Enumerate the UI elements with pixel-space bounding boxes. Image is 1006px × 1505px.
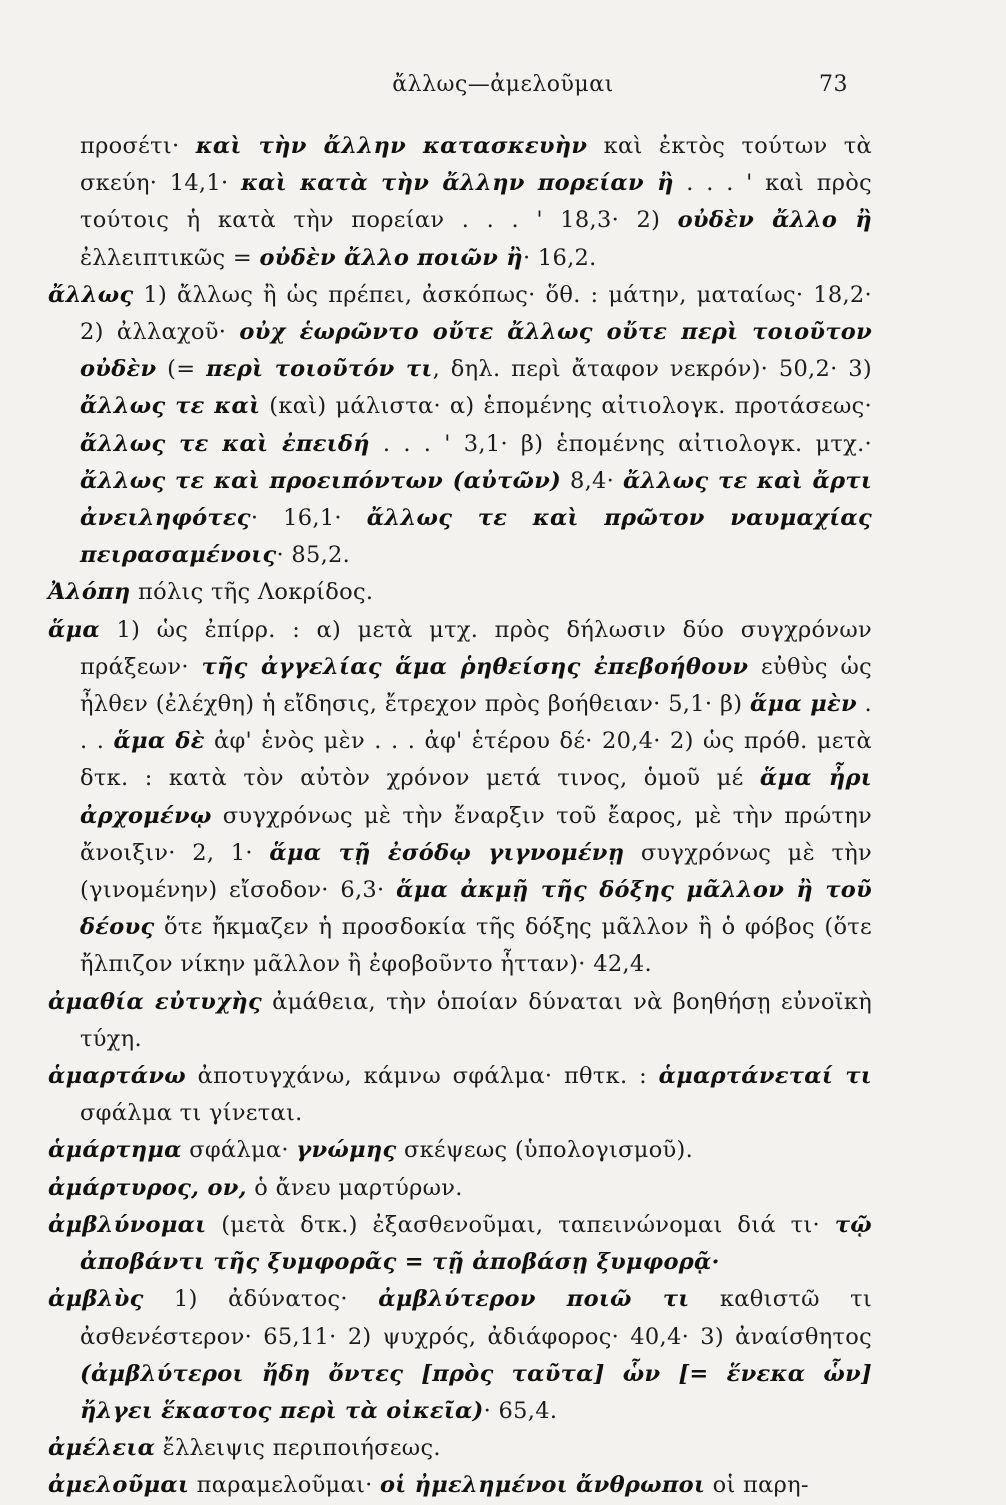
entry-headword: ἁμαρτάνω	[48, 1063, 186, 1090]
entry-quotation: τῷ ἀποβάντι τῆς ξυμφορᾶς = τῇ ἀποβάσῃ ξυμφορᾷ·	[80, 1211, 872, 1276]
entry-text: σφάλμα·	[181, 1137, 297, 1164]
entry-text: ἀμάθεια, τὴν ὁποίαν δύναται νὰ βοηθήσῃ εὐνοϊκὴ τύχη.	[80, 988, 872, 1052]
glossary-entry	[48, 1467, 872, 1504]
entry-quotation: ἄλλως τε καὶ προειπόντων (αὐτῶν)	[80, 467, 562, 494]
entry-headword: ἁμάρτημα	[48, 1137, 182, 1164]
entry-text: ὅτε ἤκμαζεν ἡ προσδοκία τῆς δόξης μᾶλλον ἢ ὁ φόβος (ὅτε ἤλπιζον νίκην μᾶλλον ἢ ἐφοβοῦντο ἧτταν)· 42,4.	[80, 914, 872, 978]
entry-text: σφάλμα τι γίνεται.	[80, 1100, 303, 1127]
entry-headword: ἀμάρτυρος, ον,	[48, 1174, 247, 1201]
entry-quotation: γνώμης	[296, 1137, 397, 1164]
entry-text: ἐλλειπτικῶς =	[80, 244, 260, 271]
entry-text: οἱ παρη-	[705, 1472, 809, 1499]
entry-quotation: οὐδὲν ἄλλο ἢ	[677, 207, 872, 234]
entry-text: · 65,4.	[483, 1397, 558, 1424]
entry-text: (=	[156, 356, 207, 383]
glossary-entry	[48, 612, 872, 984]
entry-text: συγχρόνως μὲ τὴν (γινομένην) εἴσοδον· 6,3·	[80, 839, 872, 904]
entry-quotation: ἅμα ἀκμῇ τῆς δόξης μᾶλλον ἢ τοῦ δέους	[80, 877, 872, 941]
glossary-body	[48, 128, 872, 1505]
entry-text: σκέψεως (ὑπολογισμοῦ).	[396, 1137, 694, 1164]
entry-quotation: ἅμα μὲν	[749, 691, 857, 718]
glossary-entry	[48, 1132, 872, 1169]
entry-headword: ἄλλως	[48, 281, 134, 308]
entry-text: (καὶ) μάλιστα· α) ἑπομένης αἰτιολογκ. προτάσεως·	[260, 393, 873, 420]
entry-quotation: ἁμαρτάνεταί τι	[658, 1063, 872, 1090]
entry-headword: ἅμα	[48, 616, 100, 643]
entry-quotation: ἄλλως τε καὶ ἄρτι ἀνειληφότες	[80, 467, 873, 532]
entry-text: ἀφ' ἑνὸς μὲν . . . ἀφ' ἑτέρου δέ· 20,4· 2) ὡς πρόθ. μετὰ δτκ. : κατὰ τὸν αὐτὸν χρόνον μετά τινος, ὁμοῦ μέ	[80, 728, 872, 792]
entry-quotation: ἄλλως τε καὶ ἐπειδή	[80, 430, 370, 457]
glossary-entry	[48, 277, 872, 575]
entry-quotation: ἅμα ἦρι ἀρχομένῳ	[80, 765, 872, 829]
entry-quotation: οὐδὲν ἄλλο ποιῶν ἢ	[259, 244, 523, 271]
entry-continuation	[48, 128, 872, 277]
entry-text: 8,4·	[561, 467, 623, 494]
entry-text: 1) ἀδύνατος·	[143, 1286, 379, 1313]
running-head-title: ἄλλως—ἀμελοῦμαι	[392, 72, 614, 97]
entry-text: εὐθὺς ὡς ἦλθεν (ἐλέχθη) ἡ εἴδησις, ἔτρεχον πρὸς βοήθειαν· 5,1· β)	[80, 653, 872, 718]
entry-text: . . .	[80, 691, 873, 755]
entry-quotation: οἱ ἠμελημένοι ἄνθρωποι	[380, 1472, 706, 1499]
entry-text: . . . ' 3,1· β) ἑπομένης αἰτιολογκ. μτχ.·	[369, 430, 872, 457]
entry-headword: ἀμελοῦμαι	[48, 1472, 190, 1499]
entry-text: πόλις τῆς Λοκρίδος.	[130, 579, 374, 606]
entry-text: 1) ὡς ἐπίρρ. : α) μετὰ μτχ. πρὸς δήλωσιν δύο συγχρόνων πράξεων·	[80, 616, 872, 680]
entry-quotation: (ἀμβλύτεροι ἤδη ὄντες [πρὸς ταῦτα] ὧν [= ἕνεκα ὧν] ἤλγει ἕκαστος περὶ τὰ οἰκεῖα)	[80, 1360, 872, 1424]
entry-quotation: καὶ τὴν ἄλλην κατασκευὴν	[195, 133, 588, 159]
glossary-entry	[48, 1207, 872, 1281]
entry-text: · 85,2.	[276, 542, 351, 569]
glossary-entry	[48, 984, 872, 1058]
entry-headword: ἀμβλὺς	[48, 1286, 144, 1313]
glossary-entry	[48, 1281, 872, 1430]
entry-quotation: ἅμα δὲ	[113, 728, 205, 755]
glossary-entry	[48, 1430, 872, 1467]
entry-quotation: ἀμβλύτερον ποιῶ τι	[378, 1286, 690, 1313]
entry-text: ὁ ἄνευ μαρτύρων.	[246, 1174, 463, 1201]
page-number: 73	[819, 72, 848, 97]
entry-text: (μετὰ δτκ.) ἐξασθενοῦμαι, ταπεινώνομαι διά τι·	[206, 1211, 835, 1238]
entry-text: προσέτι·	[80, 133, 196, 159]
entry-text: καθιστῶ τι ἀσθενέστερον· 65,11· 2) ψυχρός, ἀδιάφορος· 40,4· 3) ἀναίσθητος	[80, 1286, 872, 1350]
entry-text: · 16,2.	[522, 244, 597, 271]
entry-text: παραμελοῦμαι·	[189, 1472, 380, 1499]
entry-quotation: καὶ κατὰ τὴν ἄλλην πορείαν ἢ	[240, 170, 674, 197]
entry-text: 1) ἄλλως ἢ ὡς πρέπει, ἀσκόπως· ὅθ. : μάτην, ματαίως· 18,2· 2) ἀλλαχοῦ·	[80, 281, 872, 346]
entry-text: ἔλλειψις περιποιήσεως.	[155, 1435, 441, 1462]
entry-text: ἀποτυγχάνω, κάμνω σφάλμα· πθτκ. :	[185, 1063, 659, 1090]
entry-quotation: οὐχ ἑωρῶντο οὔτε ἄλλως οὔτε περὶ τοιοῦτον οὐδὲν	[80, 319, 873, 383]
glossary-entry	[48, 1170, 872, 1207]
entry-quotation: ἅμα τῇ ἐσόδῳ γιγνομένῃ	[269, 839, 625, 866]
entry-quotation: τῆς ἀγγελίας ἅμα ῥηθείσης ἐπεβοήθουν	[201, 653, 749, 680]
entry-quotation: ἄλλως τε καὶ πρῶτον ναυμαχίας πειρασαμένοις	[80, 505, 872, 569]
entry-text: συγχρόνως μὲ τὴν ἔναρξιν τοῦ ἔαρος, μὲ τὴν πρώτην ἄνοιξιν· 2, 1·	[80, 802, 872, 866]
entry-text: · 16,1·	[250, 505, 367, 532]
entry-quotation: ἄλλως τε καὶ	[80, 393, 261, 420]
entry-text: . . . ' καὶ πρὸς τούτοις ἡ κατὰ τὴν πορείαν . . . ' 18,3· 2)	[80, 170, 873, 234]
entry-headword: ἀμαθία εὐτυχὴς	[48, 988, 262, 1015]
glossary-entry	[48, 1058, 872, 1132]
entry-headword: ἀμβλύνομαι	[48, 1211, 207, 1238]
entry-headword: ἀμέλεια	[48, 1435, 156, 1462]
glossary-entry	[48, 574, 872, 611]
entry-headword: Ἀλόπη	[48, 579, 131, 606]
entry-text: , δηλ. περὶ ἄταφον νεκρόν)· 50,2· 3)	[432, 356, 873, 383]
entry-quotation: περὶ τοιοῦτόν τι	[206, 356, 433, 383]
entry-text: καὶ ἐκτὸς τούτων τὰ σκεύη· 14,1·	[80, 133, 872, 197]
